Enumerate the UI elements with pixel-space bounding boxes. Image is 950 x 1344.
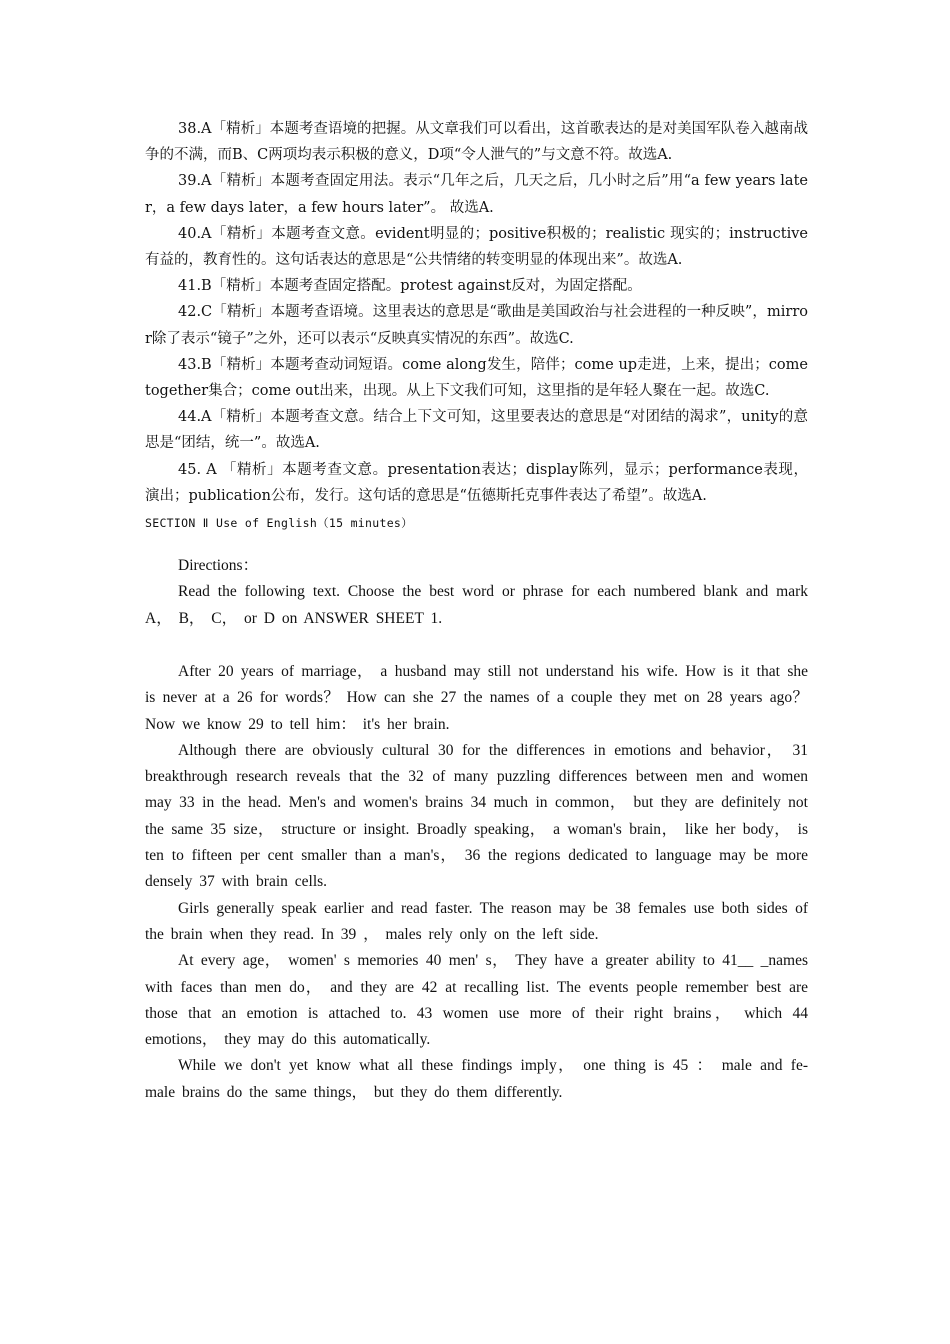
- directions-label: Directions：: [178, 557, 259, 575]
- answer-45: 45. A 「精析」本题考查文意。presentation表达；display陈列，显示；performance表现，演出；publication公布，发行。这句话的意思是“伍德斯托克事件表达了希望”。故选A.: [145, 461, 808, 504]
- answer-39: 39.A「精析」本题考查固定用法。表示“几年之后，几天之后，几小时之后”用“a few years later，a few days later，a few hours later”。 故选A.: [145, 173, 808, 216]
- passage-paragraph-3: Girls generally speak earlier and read faster. The reason may be 38 females use both sides of the brain when they read. In 39 ， males rely only on the left side.: [145, 899, 808, 943]
- section-title: SECTION Ⅱ Use of English（15 minutes）: [145, 516, 413, 531]
- answer-38: 38.A「精析」本题考查语境的把握。从文章我们可以看出，这首歌表达的是对美国军队卷入越南战争的不满，而B、C两项均表示积极的意义，D项“令人泄气的”与文意不符。故选A.: [145, 121, 808, 164]
- directions-text: Read the following text. Choose the best word or phrase for each numbered blank and mark A， B， C， or D on ANSWER SHEET 1.: [145, 583, 808, 627]
- document-page: [145, 116, 808, 1106]
- passage-paragraph-1: After 20 years of marriage， a husband may still not understand his wife. How is it that she is never at a 26 for words？ How can she 27 the names of a couple they met on 28 years ago？ Now we know 29 to tell him： it's her brain.: [145, 662, 808, 733]
- answer-40: 40.A「精析」本题考查文意。evident明显的；positive积极的；realistic 现实的；instructive有益的，教育性的。这句话表达的意思是“公共情绪的转变明显的体现出来”。故选A.: [145, 225, 808, 269]
- passage-paragraph-4: At every age， women' s memories 40 men' s， They have a greater ability to 41__ _names with faces than men do， and they are 42 at recalling list. The events people remember best are those that an emotion is attached to. 43 women use more of their right brains， which 44 emotions， they may do this automatically.: [145, 952, 808, 1049]
- answer-44: 44.A「精析」本题考查文意。结合上下文可知，这里要表达的意思是“对团结的渴求”，unity的意思是“团结，统一”。故选A.: [145, 409, 808, 452]
- answer-41: 41.B「精析」本题考查固定搭配。protest against反对，为固定搭配。: [178, 278, 642, 295]
- passage-paragraph-5: While we don't yet know what all these findings imply， one thing is 45 ： male and fe-male brains do the same things， but they do them differently.: [145, 1057, 808, 1101]
- answer-43: 43.B「精析」本题考查动词短语。come along发生，陪伴；come up走进，上来，提出；come together集合；come out出来，出现。从上下文我们可知，这里指的是年轻人聚在一起。故选C.: [145, 356, 808, 400]
- passage-paragraph-2: Although there are obviously cultural 30 for the differences in emotions and behavior， 31 breakthrough research reveals that the 32 of many puzzling differences between men and women may 33 in the head. Men's and women's brains 34 much in common， but they are definitely not the same 35 size， structure or insight. Broadly speaking， a woman's brain， like her body， is ten to fifteen per cent smaller than a man's， 36 the regions dedicated to language may be more densely 37 with brain cells.: [145, 741, 808, 891]
- answer-42: 42.C「精析」本题考查语境。这里表达的意思是“歌曲是美国政治与社会进程的一种反映”，mirror除了表示“镜子”之外，还可以表示“反映真实情况的东西”。故选C.: [145, 304, 808, 347]
